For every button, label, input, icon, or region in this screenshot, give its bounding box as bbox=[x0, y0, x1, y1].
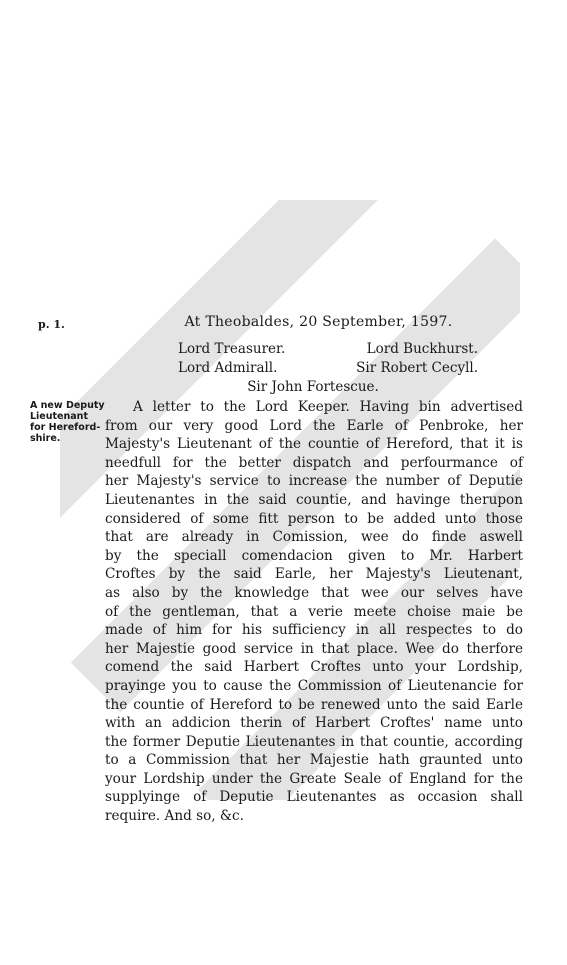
attendees-row bbox=[178, 340, 478, 359]
body-line: Lieutenantes in the said countie, and havinge therupon bbox=[105, 491, 523, 508]
body-line: her Majestie good service in that place. Wee do therfore bbox=[105, 640, 523, 657]
body-line: from our very good Lord the Earle of Penbroke, her bbox=[105, 417, 523, 434]
attendee: Lord Admirall. bbox=[178, 360, 278, 376]
margin-note-line: for Hereford- bbox=[30, 422, 101, 433]
body-line: Majesty's Lieutenant of the countie of Hereford, that it is bbox=[105, 436, 523, 453]
body-line: your Lordship under the Greate Seale of England for the bbox=[105, 770, 523, 787]
body-line: by the speciall comendacion given to Mr. Harbert bbox=[105, 547, 523, 564]
attendee: Lord Treasurer. bbox=[178, 341, 286, 357]
body-line: made of him for his sufficiency in all respectes to do bbox=[105, 622, 523, 639]
body-line: needfull for the better dispatch and perfourmance of bbox=[105, 454, 523, 471]
attendee: Lord Buckhurst. bbox=[366, 341, 478, 357]
body-line: as also by the knowledge that wee our selves have bbox=[105, 584, 523, 601]
body-line: prayinge you to cause the Commission of Lieutenancie for bbox=[105, 677, 523, 694]
margin-note bbox=[30, 400, 110, 444]
body-line: Croftes by the said Earle, her Majesty's Lieutenant, bbox=[105, 566, 523, 583]
page-marker: p. 1. bbox=[38, 318, 65, 331]
body-line: her Majesty's service to increase the number of Deputie bbox=[105, 473, 523, 490]
margin-note-line: Lieutenant bbox=[30, 411, 88, 422]
body-line: that are already in Comission, wee do finde aswell bbox=[105, 529, 523, 546]
body-line: the countie of Hereford to be renewed unto the said Earle bbox=[105, 696, 523, 713]
meeting-heading-text: At Theobaldes, 20 September, 1597. bbox=[184, 314, 453, 330]
body-line: to a Commission that her Majestie hath graunted unto bbox=[105, 752, 523, 769]
margin-note-line: A new Deputy bbox=[30, 400, 105, 411]
body-line: with an addicion therin of Harbert Croftes' name unto bbox=[105, 715, 523, 732]
attendees-list bbox=[178, 340, 478, 397]
letter-body bbox=[105, 398, 523, 826]
body-line: A letter to the Lord Keeper. Having bin advertised bbox=[133, 399, 523, 415]
meeting-heading bbox=[0, 314, 567, 330]
body-line: require. And so, &c. bbox=[105, 808, 244, 825]
body-line: of the gentleman, that a verie meete choise maie be bbox=[105, 603, 523, 620]
attendee: Sir John Fortescue. bbox=[247, 379, 379, 395]
body-line: the former Deputie Lieutenantes in that countie, according bbox=[105, 733, 523, 750]
attendees-row bbox=[178, 359, 478, 378]
attendee: Sir Robert Cecyll. bbox=[356, 360, 478, 376]
margin-note-line: shire. bbox=[30, 433, 61, 444]
body-line: considered of some fitt person to be added unto those bbox=[105, 510, 523, 527]
body-line: comend the said Harbert Croftes unto your Lordship, bbox=[105, 659, 523, 676]
body-line: supplyinge of Deputie Lieutenantes as occasion shall bbox=[105, 789, 523, 806]
